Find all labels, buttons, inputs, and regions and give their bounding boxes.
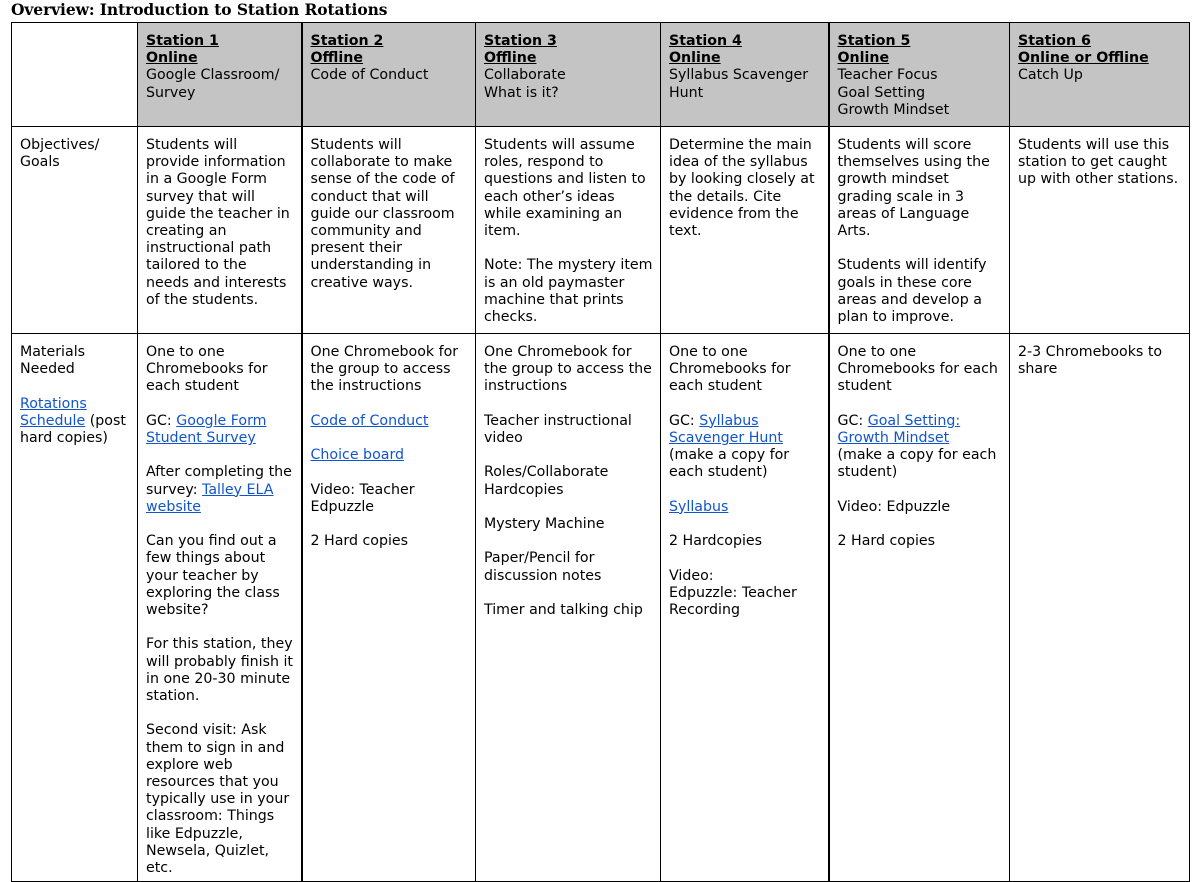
station-3-header (476, 23, 661, 127)
station-mode: Online (669, 50, 721, 67)
materials-cell-station-3: One Chromebook for the group to access the instructions Teacher instructional video Roles/Collaborate Hardcopies Mystery Machine Paper/Pencil for discussion notes Timer and talking chip (476, 334, 661, 882)
station-rotations-table (11, 22, 1190, 882)
code-of-conduct-link[interactable]: Code of Conduct (310, 412, 429, 429)
station-4-header (661, 23, 829, 127)
station-topic: Code of Conduct (310, 67, 429, 84)
station-name: Station 4 (669, 33, 742, 49)
station-6-header (1010, 23, 1190, 127)
corner-cell (12, 23, 138, 127)
materials-cell-station-6: 2-3 Chromebooks to share (1010, 334, 1190, 882)
station-name: Station 2 (310, 33, 384, 49)
station-name: Station 5 (837, 33, 911, 49)
header-row (12, 23, 1190, 127)
station-mode: Online or Offline (1018, 50, 1149, 67)
station-mode: Offline (484, 50, 537, 67)
materials-label: Materials Needed Rotations Schedule (post hard copies) (12, 334, 138, 882)
station-2-header (302, 23, 476, 127)
station-topic: What is it? (484, 84, 559, 101)
station-topic: Goal Setting (837, 84, 926, 101)
station-mode: Online (146, 50, 198, 67)
google-form-survey-link[interactable]: Google Form Student Survey (146, 412, 267, 446)
station-topic: Syllabus Scavenger (669, 67, 809, 84)
materials-cell-station-5: One to one Chromebooks for each student GC: Goal Setting: Growth Mindset (make a copy for each student) Video: Edpuzzle 2 Hard copies (829, 334, 1010, 882)
materials-cell-station-2: One Chromebook for the group to access the instructions Code of Conduct Choice board Video: Teacher Edpuzzle 2 Hard copies (302, 334, 476, 882)
station-name: Station 6 (1018, 33, 1091, 49)
station-topic: Survey (146, 84, 196, 101)
choice-board-link[interactable]: Choice board (310, 447, 405, 464)
materials-cell-station-1: One to one Chromebooks for each student GC: Google Form Student Survey After completing the survey: Talley ELA website Can you find out a few things about your teacher by exploring the class website? For this station, they will probably finish it in one 20-30 minute station. Second visit: Ask them to sign in and explore web resources that you typically use in your classroom: Things like Edpuzzle, Newsela, Quizlet, etc. (138, 334, 302, 882)
materials-cell-station-4: One to one Chromebooks for each student GC: Syllabus Scavenger Hunt (make a copy for each student) Syllabus 2 Hardcopies Video: Edpuzzle: Teacher Recording (661, 334, 829, 882)
syllabus-link[interactable]: Syllabus (669, 498, 729, 515)
objectives-cell: Students will assume roles, respond to questions and listen to each other’s ideas while examining an item. Note: The mystery item is an old paymaster machine that prints checks. (476, 127, 661, 334)
station-mode: Online (837, 50, 890, 67)
talley-ela-website-link[interactable]: Talley ELA website (146, 481, 274, 515)
station-topic: Growth Mindset (837, 101, 950, 118)
goal-setting-growth-mindset-link[interactable]: Goal Setting: Growth Mindset (837, 412, 961, 446)
station-name: Station 3 (484, 33, 557, 49)
station-name: Station 1 (146, 33, 219, 49)
station-topic: Hunt (669, 84, 704, 101)
station-mode: Offline (310, 50, 363, 67)
rotations-schedule-link[interactable]: Rotations Schedule (20, 395, 87, 429)
station-topic: Teacher Focus (837, 67, 938, 84)
post-hard-copies-note: (post hard copies) (20, 412, 126, 446)
station-topic: Google Classroom/ (146, 67, 280, 84)
objectives-cell: Students will use this station to get caught up with other stations. (1010, 127, 1190, 334)
objectives-cell: Students will provide information in a Google Form survey that will guide the teacher in creating an instructional path tailored to the needs and interests of the students. (138, 127, 302, 334)
station-topic: Catch Up (1018, 67, 1083, 84)
page-title: Overview: Introduction to Station Rotations (11, 0, 388, 19)
objectives-label: Objectives/ Goals (12, 127, 138, 334)
syllabus-scavenger-hunt-link[interactable]: Syllabus Scavenger Hunt (669, 412, 783, 446)
objectives-cell: Determine the main idea of the syllabus by looking closely at the details. Cite evidence from the text. (661, 127, 829, 334)
station-topic: Collaborate (484, 67, 566, 84)
station-1-header (138, 23, 302, 127)
objectives-row (12, 127, 1190, 334)
materials-row (12, 334, 1190, 882)
objectives-cell: Students will collaborate to make sense of the code of conduct that will guide our classroom community and present their understanding in creative ways. (302, 127, 476, 334)
objectives-cell: Students will score themselves using the growth mindset grading scale in 3 areas of Language Arts. Students will identify goals in these core areas and develop a plan to improve. (829, 127, 1010, 334)
station-5-header (829, 23, 1010, 127)
